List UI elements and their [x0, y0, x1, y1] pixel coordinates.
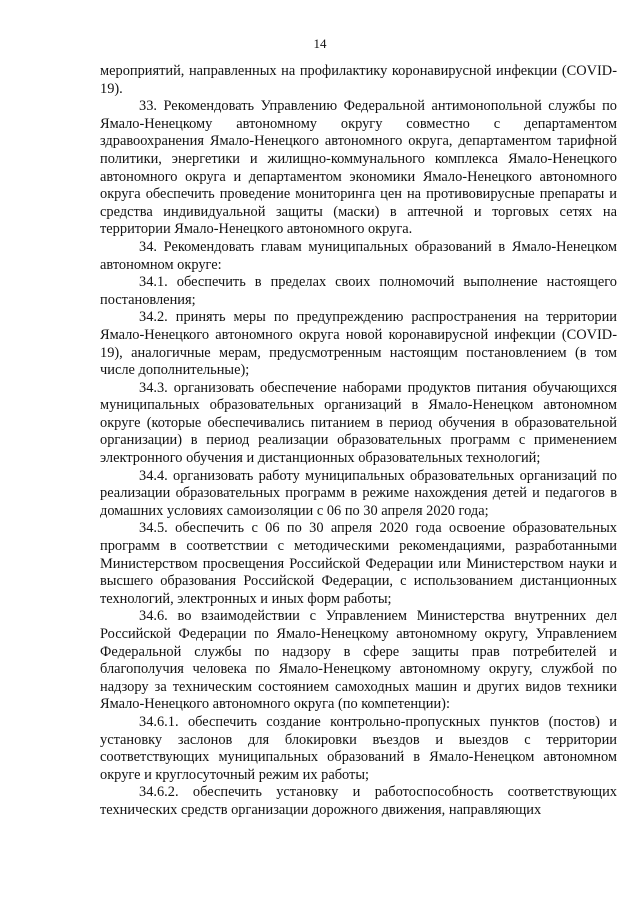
paragraph-34: 34. Рекомендовать главам муниципальных образований в Ямало-Ненецком автономном округе:	[100, 238, 617, 273]
paragraph-34-6-2: 34.6.2. обеспечить установку и работоспособность соответствующих технических средств организации дорожного движения, направляющих	[100, 784, 617, 818]
paragraph-33: 33. Рекомендовать Управлению Федеральной антимонопольной службы по Ямало-Ненецкому автономному округу совместно с департаментом здравоохранения Ямало-Ненецкого автономного округа, департаментом тарифной политики, энергетики и жилищно-коммунального комплекса Ямало-Ненецкого автономного округа и департаментом экономики Ямало-Ненецкого автономного округа обеспечить проведение мониторинга цен на противовирусные препараты и средства индивидуальной защиты (маски) в аптечной и торговых сетях на территории Ямало-Ненецкого автономного округа.	[100, 98, 617, 238]
paragraph-34-6: 34.6. во взаимодействии с Управлением Министерства внутренних дел Российской Федерации по Ямало-Ненецкому автономному округу, Управлением Федеральной службы по надзору в сфере защиты прав потребителей и благополучия человека по Ямало-Ненецкому автономному округу, службой по надзору за техническим состоянием самоходных машин и других видов техники Ямало-Ненецкого автономного округа (по компетенции):	[100, 608, 617, 713]
paragraph-34-6-1: 34.6.1. обеспечить создание контрольно-пропускных пунктов (постов) и установку заслонов для блокировки въездов и выездов с территории соответствующих муниципальных образований в Ямало-Ненецком автономном округе и круглосуточный режим их работы;	[100, 713, 617, 783]
paragraph-34-5: 34.5. обеспечить с 06 по 30 апреля 2020 года освоение образовательных программ в соответствии с методическими рекомендациями, разработанными Министерством просвещения Российской Федерации или Министерством науки и высшего образования Российской Федерации, с использованием дистанционных технологий, электронных и иных форм работы;	[100, 520, 617, 607]
paragraph-34-2: 34.2. принять меры по предупреждению распространения на территории Ямало-Ненецкого автономного округа новой коронавирусной инфекции (COVID-19), аналогичные мерам, предусмотренным настоящим постановлением (в том числе дополнительные);	[100, 309, 617, 379]
paragraph-34-4: 34.4. организовать работу муниципальных образовательных организаций по реализации образовательных программ в режиме нахождения детей и педагогов в домашних условиях самоизоляции с 06 по 30 апреля 2020 года;	[100, 467, 617, 519]
paragraph-34-1: 34.1. обеспечить в пределах своих полномочий выполнение настоящего постановления;	[100, 274, 617, 308]
paragraph-34-3: 34.3. организовать обеспечение наборами продуктов питания обучающихся муниципальных образовательных организаций в Ямало-Ненецком автономном округе (которые обеспечивались питанием в период обучения в образовательной организации) в период реализации образовательных программ с применением электронного обучения и дистанционных образовательных технологий;	[100, 379, 617, 467]
document-body	[100, 63, 617, 820]
page-number: 14	[313, 36, 327, 51]
paragraph-continuation: мероприятий, направленных на профилактику коронавирусной инфекции (COVID-19).	[100, 63, 617, 97]
